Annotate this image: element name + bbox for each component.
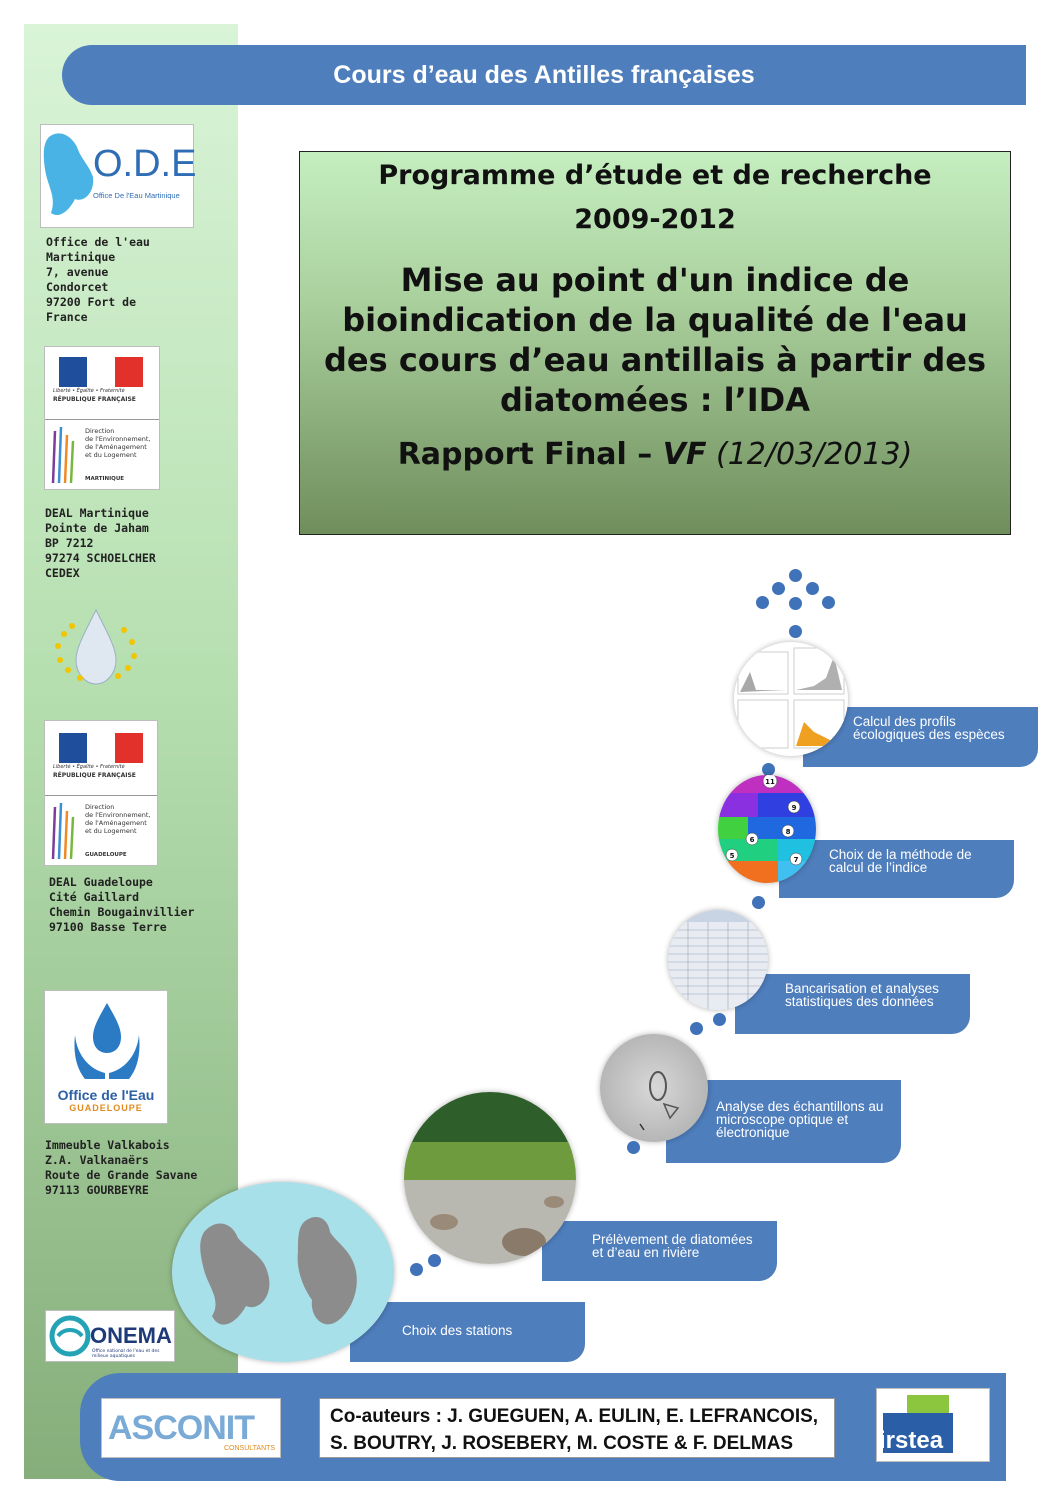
oe-logo-region: GUADELOUPE xyxy=(69,1103,143,1113)
microscope-image xyxy=(600,1034,708,1142)
profile-charts-icon xyxy=(734,642,848,756)
hexagon-map-icon xyxy=(718,775,816,883)
programme-years: 2009-2012 xyxy=(574,204,736,235)
onema-logo-text: ONEMA xyxy=(90,1323,172,1348)
hex-number: 5 xyxy=(729,852,735,860)
direction-line: de l'Environnement, xyxy=(85,435,151,443)
address-line: 97113 GOURBEYRE xyxy=(45,1183,149,1197)
deal-martinique-address xyxy=(45,506,156,581)
address-line: 97200 Fort de xyxy=(46,295,137,309)
path-dot xyxy=(690,1022,703,1035)
office-eau-guadeloupe-logo xyxy=(44,990,168,1124)
address-line: Chemin Bougainvillier xyxy=(49,905,195,919)
motto-text: Liberté • Égalité • Fraternité xyxy=(53,388,125,394)
path-dot xyxy=(806,582,819,595)
main-title: Mise au point d'un indice de bioindication de la qualité de l'eau des cours d’eau antillais à partir des diatomées : l’IDA xyxy=(324,261,986,419)
divider xyxy=(45,795,157,796)
diatom-icon xyxy=(600,1034,708,1142)
flag-blue-icon xyxy=(59,733,87,763)
top-banner xyxy=(62,45,1026,105)
path-dot xyxy=(713,1013,726,1026)
step-label: Choix des stations xyxy=(402,1323,513,1338)
path-dot xyxy=(789,625,802,638)
ode-address xyxy=(46,235,150,325)
step-choix-methode xyxy=(779,840,1014,898)
flag-white-icon xyxy=(87,357,115,387)
republique-text: RÉPUBLIQUE FRANÇAISE xyxy=(53,396,136,403)
direction-line: Direction xyxy=(85,427,115,435)
path-dot xyxy=(756,596,769,609)
flag-red-icon xyxy=(115,733,143,763)
profile-charts-image xyxy=(734,642,848,756)
river-photo-icon xyxy=(404,1092,576,1264)
direction-line: de l'Aménagement xyxy=(85,443,147,451)
address-line: DEAL Guadeloupe xyxy=(49,875,153,889)
onema-swirl-icon xyxy=(48,1314,92,1358)
motto-text: Liberté • Égalité • Fraternité xyxy=(53,764,125,770)
irstea-logo-text: irstea xyxy=(879,1427,944,1454)
address-line: Condorcet xyxy=(46,280,109,294)
address-line: Martinique xyxy=(46,250,116,264)
address-line: DEAL Martinique xyxy=(45,506,149,520)
spreadsheet-image xyxy=(668,910,768,1010)
hands-water-drop-icon xyxy=(71,999,143,1081)
direction-text xyxy=(85,427,150,459)
programme-title: Programme d’étude et de recherche xyxy=(378,160,932,191)
path-dot xyxy=(752,896,765,909)
region-text: GUADELOUPE xyxy=(85,852,127,858)
asconit-logo-text: ASCONIT xyxy=(108,1409,254,1447)
step-label: Choix de la méthode de calcul de l’indice xyxy=(829,847,972,875)
step-label: Bancarisation et analyses statistiques des données xyxy=(785,981,939,1009)
divider xyxy=(45,419,159,420)
report-prefix: Rapport Final – xyxy=(397,437,663,472)
address-line: Immeuble Valkabois xyxy=(45,1138,170,1152)
path-dot xyxy=(428,1254,441,1267)
deal-martinique-logo xyxy=(44,346,160,490)
flag-red-icon xyxy=(115,357,143,387)
step-prelevement xyxy=(542,1221,777,1281)
address-line: Z.A. Valkanaërs xyxy=(45,1153,149,1167)
region-text: MARTINIQUE xyxy=(85,476,125,482)
address-line: Office de l'eau xyxy=(46,235,150,249)
republique-text: RÉPUBLIQUE FRANÇAISE xyxy=(53,772,136,779)
deal-guadeloupe-logo xyxy=(44,720,158,866)
deal-guadeloupe-address xyxy=(49,875,194,935)
asconit-logo xyxy=(101,1398,281,1458)
path-dot xyxy=(627,1141,640,1154)
report-line xyxy=(300,437,1010,472)
path-dot xyxy=(822,596,835,609)
onema-logo xyxy=(45,1310,175,1362)
banner-title: Cours d’eau des Antilles françaises xyxy=(333,60,755,89)
direction-line: et du Logement xyxy=(85,827,137,835)
address-line: Route de Grande Savane xyxy=(45,1168,198,1182)
hexagon-map-image xyxy=(718,775,816,883)
hex-number: 9 xyxy=(791,804,797,812)
ode-logo-subtext: Office De l'Eau Martinique xyxy=(93,191,180,200)
river-image xyxy=(404,1092,576,1264)
direction-line: de l'Environnement, xyxy=(85,811,151,819)
coauthors-line: Co-auteurs : J. GUEGUEN, A. EULIN, E. LEFRANCOIS, xyxy=(330,1406,819,1427)
oe-logo-text: Office de l'Eau xyxy=(57,1087,155,1103)
report-date: (12/03/2013) xyxy=(706,437,913,472)
step-choix-stations xyxy=(350,1302,585,1362)
path-dot xyxy=(772,582,785,595)
address-line: CEDEX xyxy=(45,566,80,580)
hex-number: 6 xyxy=(749,836,755,844)
address-line: BP 7212 xyxy=(45,536,94,550)
coauthors-box xyxy=(319,1398,835,1458)
hex-number: 11 xyxy=(765,778,775,786)
coauthors-line: S. BOUTRY, J. ROSEBERY, M. COSTE & F. DELMAS xyxy=(330,1433,794,1454)
hex-number: 7 xyxy=(793,856,799,864)
address-line: 97100 Basse Terre xyxy=(49,920,167,934)
spreadsheet-icon xyxy=(668,910,768,1010)
report-version: VF xyxy=(662,437,707,472)
onema-logo-subtext: Office national de l'eau et des milieux aquatiques xyxy=(92,1349,160,1359)
path-dot xyxy=(789,569,802,582)
path-dot xyxy=(789,597,802,610)
address-line: 7, avenue xyxy=(46,265,109,279)
direction-line: de l'Aménagement xyxy=(85,819,147,827)
flag-white-icon xyxy=(87,733,115,763)
step-label: Prélèvement de diatomées et d’eau en rivière xyxy=(592,1232,753,1260)
address-line: Pointe de Jaham xyxy=(45,521,149,535)
direction-line: et du Logement xyxy=(85,451,137,459)
step-bancarisation xyxy=(735,974,970,1034)
path-dot xyxy=(410,1263,423,1276)
irstea-logo xyxy=(876,1388,990,1462)
islands-map-icon xyxy=(172,1182,394,1362)
colored-bars-icon xyxy=(49,799,79,863)
asconit-logo-subtext: CONSULTANTS xyxy=(224,1445,276,1452)
address-line: 97274 SCHOELCHER xyxy=(45,551,156,565)
step-label: Calcul des profils écologiques des espèces xyxy=(853,714,1005,742)
eu-water-drop-icon xyxy=(50,606,142,686)
ode-logo xyxy=(40,124,197,228)
address-line: France xyxy=(46,310,88,324)
direction-text xyxy=(85,803,150,835)
colored-bars-icon xyxy=(49,423,79,487)
address-line: Cité Gaillard xyxy=(49,890,140,904)
ode-logo-text: O.D.E xyxy=(93,143,197,185)
direction-line: Direction xyxy=(85,803,115,811)
title-box xyxy=(299,151,1011,535)
hex-number: 8 xyxy=(785,828,791,836)
step-label: Analyse des échantillons au microscope optique et électronique xyxy=(716,1099,884,1140)
oe-guadeloupe-address xyxy=(45,1138,197,1198)
flag-blue-icon xyxy=(59,357,87,387)
islands-map-image xyxy=(172,1182,394,1362)
